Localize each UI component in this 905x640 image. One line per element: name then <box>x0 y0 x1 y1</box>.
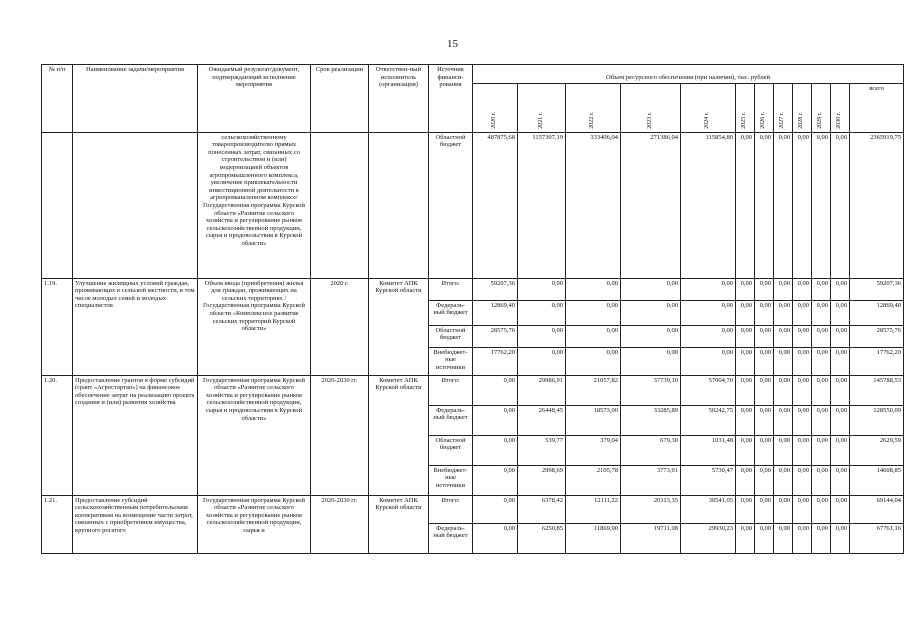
value-cell: 0,00 <box>621 325 681 347</box>
source-cell: Федераль-ный бюджет <box>429 405 473 435</box>
value-cell: 29986,91 <box>518 375 566 405</box>
value-cell: 0,00 <box>518 278 566 300</box>
value-cell: 1031,48 <box>681 435 736 465</box>
table-row <box>42 495 904 523</box>
value-cell: 0,00 <box>793 435 812 465</box>
year-label: 2021 г. <box>537 112 544 129</box>
value-cell: 0,00 <box>518 347 566 375</box>
year-label: 2026 г. <box>760 112 767 129</box>
total-cell: 69144,04 <box>850 495 904 523</box>
header-responsible: Ответствен-ный исполнитель (организация) <box>369 65 429 133</box>
header-total: всего <box>850 83 904 132</box>
value-cell: 0,00 <box>736 325 755 347</box>
value-cell: 0,00 <box>774 523 793 553</box>
value-cell: 0,00 <box>793 495 812 523</box>
value-cell: 6378,42 <box>518 495 566 523</box>
task-cell: Предоставление грантов в форме субсидий (грант «Агростартап») на финансовое обеспечение затрат на реализацию проекта создания и (или) развития хозяйства <box>73 375 198 495</box>
value-cell: 2105,78 <box>566 465 621 495</box>
table-row-continuation <box>42 132 904 278</box>
value-cell: 0,00 <box>736 278 755 300</box>
total-cell: 14608,85 <box>850 465 904 495</box>
value-cell: 6250,85 <box>518 523 566 553</box>
year-label: 2020 г. <box>491 112 498 129</box>
value-cell: 0,00 <box>831 405 850 435</box>
year-label: 2027 г. <box>779 112 786 129</box>
source-cell: Итого: <box>429 278 473 300</box>
value-cell: 28575,76 <box>473 325 518 347</box>
value-cell: 0,00 <box>473 495 518 523</box>
value-cell: 0,00 <box>755 405 774 435</box>
row-number: 1.21. <box>42 495 73 553</box>
header-row <box>42 65 904 84</box>
value-cell: 5730,47 <box>681 465 736 495</box>
value-cell: 30541,05 <box>681 495 736 523</box>
resource-table <box>41 64 904 554</box>
value-cell: 0,00 <box>566 278 621 300</box>
source-cell: Внебюджет-ные источники <box>429 347 473 375</box>
value-cell: 0,00 <box>793 325 812 347</box>
total-cell: 128550,09 <box>850 405 904 435</box>
value-cell: 0,00 <box>793 405 812 435</box>
value-cell: 12111,22 <box>566 495 621 523</box>
value-cell: 487875,68 <box>473 132 518 278</box>
row-number: 1.20. <box>42 375 73 495</box>
value-cell: 0,00 <box>812 435 831 465</box>
value-cell: 0,00 <box>812 132 831 278</box>
value-cell: 1157397,19 <box>518 132 566 278</box>
value-cell: 0,00 <box>831 465 850 495</box>
result-cell: Государственная программа Курской области «Развитие сельского хозяйства и регулирование рынков сельскохозяйственной продукции, сырья и <box>198 495 311 553</box>
value-cell: 539,77 <box>518 435 566 465</box>
value-cell: 0,00 <box>812 375 831 405</box>
result-cell: Объем ввода (приобретения) жилья для граждан, проживающих на сельских территориях / Государственная программа Курской области «Комплексное развитие сельских территорий Курской области» <box>198 278 311 375</box>
term-cell: 2020-2030 гг. <box>311 375 369 495</box>
value-cell: 0,00 <box>736 523 755 553</box>
responsible-cell: Комитет АПК Курской области <box>369 375 429 495</box>
value-cell: 0,00 <box>793 300 812 325</box>
value-cell: 0,00 <box>473 405 518 435</box>
value-cell: 11869,00 <box>566 523 621 553</box>
source-cell: Федераль-ный бюджет <box>429 523 473 553</box>
value-cell: 0,00 <box>774 465 793 495</box>
value-cell: 19711,08 <box>621 523 681 553</box>
value-cell: 115854,80 <box>681 132 736 278</box>
source-cell: Областной бюджет <box>429 325 473 347</box>
value-cell: 57004,70 <box>681 375 736 405</box>
value-cell: 0,00 <box>793 132 812 278</box>
term-cell: 2020 г. <box>311 278 369 375</box>
value-cell: 0,00 <box>736 347 755 375</box>
value-cell: 0,00 <box>621 278 681 300</box>
value-cell: 33285,89 <box>621 405 681 435</box>
value-cell: 0,00 <box>755 278 774 300</box>
table-row <box>42 375 904 405</box>
value-cell: 0,00 <box>755 465 774 495</box>
value-cell: 0,00 <box>736 495 755 523</box>
value-cell: 59207,36 <box>473 278 518 300</box>
value-cell: 0,00 <box>681 300 736 325</box>
header-term: Срок реализации <box>311 65 369 133</box>
value-cell: 0,00 <box>812 325 831 347</box>
value-cell: 0,00 <box>774 325 793 347</box>
value-cell: 0,00 <box>736 375 755 405</box>
value-cell: 0,00 <box>566 325 621 347</box>
header-resources: Объем ресурсного обеспечения (при наличии), тыс. рублей <box>473 65 904 84</box>
total-cell: 28575,76 <box>850 325 904 347</box>
value-cell: 0,00 <box>831 325 850 347</box>
value-cell: 2998,69 <box>518 465 566 495</box>
value-cell: 0,00 <box>736 132 755 278</box>
value-cell: 0,00 <box>774 405 793 435</box>
value-cell: 0,00 <box>812 495 831 523</box>
responsible-cell: Комитет АПК Курской области <box>369 495 429 553</box>
value-cell: 0,00 <box>736 300 755 325</box>
total-cell: 2629,59 <box>850 435 904 465</box>
result-cell: сельскохозяйственному товаропроизводителю прямых понесенных затрат, связанных со строительством и (или) модернизацией объектов агропромышленного комплекса, увеличение привлекательности инвестиционной деятельности в агропромышленном комплексе/Государственная программа Курской области «Развитие сельского хозяйства и регулирование рынков сельскохозяйственной продукции, сырья и продовольствия в Курской области» <box>198 132 311 278</box>
value-cell: 0,00 <box>681 278 736 300</box>
value-cell: 0,00 <box>736 465 755 495</box>
value-cell: 0,00 <box>831 523 850 553</box>
result-cell: Государственная программа Курской области «Развитие сельского хозяйства и регулирование рынков сельскохозяйственной продукции, сырья и продовольствия в Курской области» <box>198 375 311 495</box>
total-cell: 145788,53 <box>850 375 904 405</box>
value-cell: 0,00 <box>518 325 566 347</box>
year-label: 2029 г. <box>817 112 824 129</box>
value-cell: 29930,23 <box>681 523 736 553</box>
value-cell: 0,00 <box>566 300 621 325</box>
total-cell: 67761,16 <box>850 523 904 553</box>
year-label: 2023 г. <box>646 112 653 129</box>
value-cell: 0,00 <box>755 300 774 325</box>
value-cell: 0,00 <box>621 300 681 325</box>
year-label: 2025 г. <box>741 112 748 129</box>
value-cell: 0,00 <box>831 435 850 465</box>
value-cell: 0,00 <box>755 325 774 347</box>
value-cell: 0,00 <box>774 375 793 405</box>
value-cell: 0,00 <box>831 495 850 523</box>
value-cell: 21057,82 <box>566 375 621 405</box>
value-cell: 3773,91 <box>621 465 681 495</box>
value-cell: 0,00 <box>755 523 774 553</box>
value-cell: 0,00 <box>793 347 812 375</box>
value-cell: 17762,20 <box>473 347 518 375</box>
value-cell: 0,00 <box>774 435 793 465</box>
value-cell: 0,00 <box>755 435 774 465</box>
value-cell: 0,00 <box>831 278 850 300</box>
value-cell: 0,00 <box>518 300 566 325</box>
source-cell: Областной бюджет <box>429 435 473 465</box>
value-cell: 271386,04 <box>621 132 681 278</box>
total-cell: 12869,40 <box>850 300 904 325</box>
year-label: 2024 г. <box>704 112 711 129</box>
value-cell: 0,00 <box>755 132 774 278</box>
year-label: 2028 г. <box>798 112 805 129</box>
value-cell: 0,00 <box>736 435 755 465</box>
value-cell: 0,00 <box>755 375 774 405</box>
table-row <box>42 278 904 300</box>
value-cell: 0,00 <box>473 465 518 495</box>
value-cell: 0,00 <box>812 523 831 553</box>
value-cell: 0,00 <box>831 132 850 278</box>
value-cell: 0,00 <box>755 347 774 375</box>
value-cell: 0,00 <box>812 405 831 435</box>
value-cell: 0,00 <box>774 347 793 375</box>
source-cell: Внебюджет-ные источники <box>429 465 473 495</box>
value-cell: 0,00 <box>755 495 774 523</box>
value-cell: 0,00 <box>681 347 736 375</box>
value-cell: 0,00 <box>736 405 755 435</box>
source-cell: Федераль-ный бюджет <box>429 300 473 325</box>
row-number: 1.19. <box>42 278 73 375</box>
task-cell: Улучшение жилищных условий граждан, проживающих в сельской местности, в том числе молодых семей и молодых специалистов <box>73 278 198 375</box>
value-cell: 18573,00 <box>566 405 621 435</box>
value-cell: 0,00 <box>621 347 681 375</box>
value-cell: 0,00 <box>473 375 518 405</box>
total-cell: 59207,36 <box>850 278 904 300</box>
value-cell: 20113,35 <box>621 495 681 523</box>
value-cell: 0,00 <box>812 465 831 495</box>
value-cell: 0,00 <box>473 523 518 553</box>
term-cell: 2020-2030 гг. <box>311 495 369 553</box>
value-cell: 26448,45 <box>518 405 566 435</box>
value-cell: 0,00 <box>774 300 793 325</box>
value-cell: 0,00 <box>774 132 793 278</box>
year-label: 2030 г. <box>836 112 843 129</box>
value-cell: 0,00 <box>793 465 812 495</box>
value-cell: 379,04 <box>566 435 621 465</box>
value-cell: 0,00 <box>812 347 831 375</box>
source-cell: Итого: <box>429 375 473 405</box>
value-cell: 0,00 <box>473 435 518 465</box>
responsible-cell: Комитет АПК Курской области <box>369 278 429 375</box>
value-cell: 0,00 <box>831 300 850 325</box>
value-cell: 0,00 <box>774 495 793 523</box>
year-label: 2022 г. <box>589 112 596 129</box>
page-number: 15 <box>447 38 458 50</box>
total-cell: 2365919,75 <box>850 132 904 278</box>
value-cell: 0,00 <box>774 278 793 300</box>
header-no: № п/п <box>42 65 73 133</box>
value-cell: 0,00 <box>812 278 831 300</box>
task-cell: Предоставление субсидий сельскохозяйственным потребительским кооперативам на возмещение части затрат, связанных с приобретением имущества, крупного рогатого <box>73 495 198 553</box>
header-source: Источник финанси-рования <box>429 65 473 133</box>
value-cell: 0,00 <box>812 300 831 325</box>
total-cell: 17762,20 <box>850 347 904 375</box>
value-cell: 0,00 <box>793 375 812 405</box>
value-cell: 0,00 <box>831 347 850 375</box>
value-cell: 37739,10 <box>621 375 681 405</box>
value-cell: 0,00 <box>831 375 850 405</box>
source-cell: Областной бюджет <box>429 132 473 278</box>
value-cell: 0,00 <box>566 347 621 375</box>
value-cell: 679,30 <box>621 435 681 465</box>
value-cell: 50242,75 <box>681 405 736 435</box>
source-cell: Итого: <box>429 495 473 523</box>
header-result: Ожидаемый результат/документ, подтверждающий исполнение мероприятия <box>198 65 311 133</box>
value-cell: 0,00 <box>793 523 812 553</box>
value-cell: 333406,04 <box>566 132 621 278</box>
value-cell: 12869,40 <box>473 300 518 325</box>
value-cell: 0,00 <box>681 325 736 347</box>
value-cell: 0,00 <box>793 278 812 300</box>
header-task: Наименование задачи/мероприятия <box>73 65 198 133</box>
